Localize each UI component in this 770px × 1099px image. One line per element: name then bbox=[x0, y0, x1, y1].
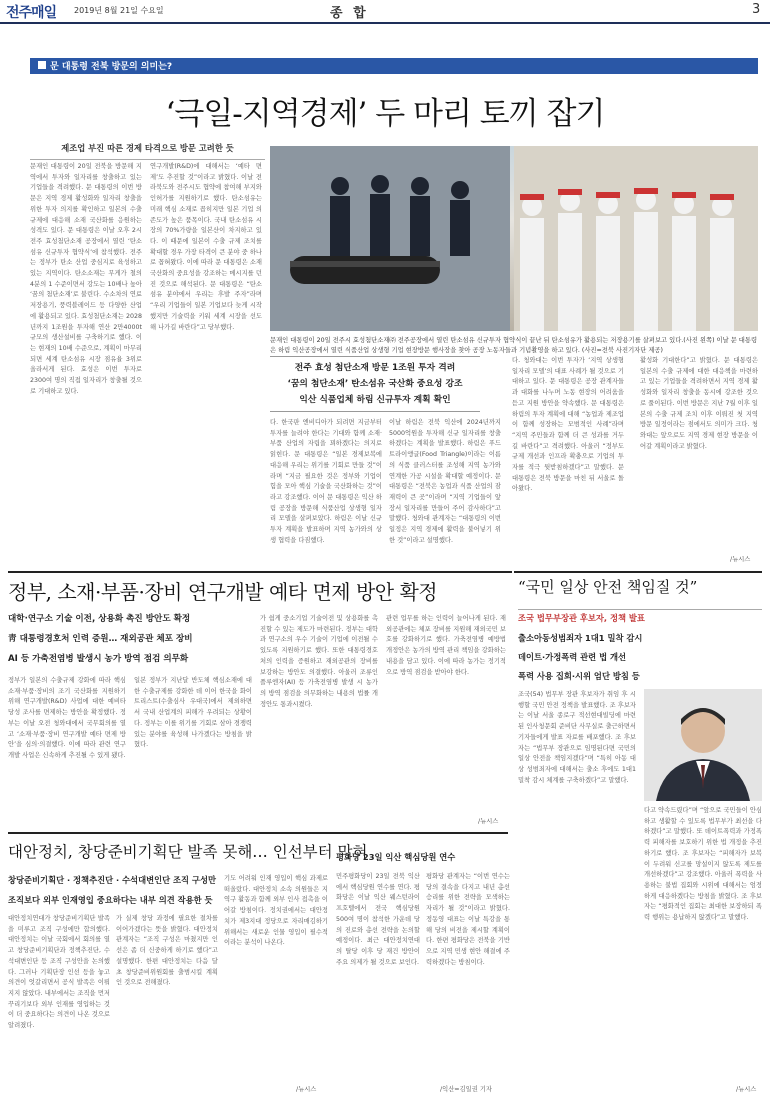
article5-col1: 민주평화당이 23일 전북 익산에서 핵심당원 연수를 연다. 평화당은 이날 익산 웨스턴라이프호텔에서 전국 핵심당원 500여 명이 참석한 가운데 당의 진로와 총선 전략을 논의할 예정이다. 최근 대안정치연대의 탈당 이후 당 재건 방안이 주요 의제가 될 것으로 보인다. bbox=[336, 873, 420, 966]
top-headline: ‘극일-지역경제’ 두 마리 토끼 잡기 bbox=[165, 96, 605, 132]
article4-subhead: 조직보다 외부 인재영입 중요하다는 내부 의견 작용한 듯 bbox=[8, 895, 213, 905]
top-body-col4: 이날 하림은 전북 익산에 2024년까지 5000억원을 투자해 신규 일자리를 창출하겠다는 계획을 발표했다. 하림은 푸드 트라이앵글(Food Triangle)이라는 이름의 식품 클러스터를 조성해 지역 농가와 연계한 가공 시설을 확대할 예정이다. 문 대통령은 “전북은 농업과 식품 산업의 잠재력이 큰 곳”이라며 “지역 기업들이 앞장서 일자리를 만들어 주어 감사하다”고 말했다. 청와대 관계자는 “대통령의 이번 일정은 지역 경제에 활력을 불어넣기 위한 것”이라고 설명했다. bbox=[389, 419, 501, 544]
top-body-col5: 다. 청와대는 이번 투자가 ‘지역 상생형 일자리 모델’의 대표 사례가 될 것으로 기대하고 있다. 문 대통령은 공장 관계자들과 대화를 나누며 노동 현장의 어려움을 듣고 지원 방안을 약속했다. 문 대통령은 하림의 투자 계획에 대해 “농업과 제조업이 함께 성장하는 모범적인 사례”라며 “지역 주민들과 함께 더 큰 성과를 거두길 바란다”고 격려했다. 아울러 “정부도 규제 개선과 인프라 확충으로 기업의 투자를 적극 뒷받침하겠다”고 말했다. 문 대통령은 전북 방문을 마친 뒤 서울로 돌아왔다. bbox=[512, 357, 624, 493]
article3-subhead: 폭력 사용 집회·시위 엄단 방침 등 bbox=[518, 671, 640, 681]
article2-col3: 가 쉽게 중소기업 기술이전 및 상용화를 촉진할 수 있는 제도가 마련된다. 정부는 대학과 연구소의 우수 기술이 기업에 이전될 수 있도록 지원하기로 했다. 또한 대통령경호처의 인력을 증원하고 재외공관의 장비를 보강하는 방안도 의결했다. 아울러 조류인플루엔자(AI) 등 가축전염병 발생 시 농가의 방역 점검을 의무화하는 내용의 법률 개정안도 통과시켰다. bbox=[260, 615, 378, 708]
top-body-col6: 활성화 기대한다”고 밝혔다. 문 대통령은 일본의 수출 규제에 대한 대응책을 마련하고 있는 기업들을 격려하면서 지역 경제 활성화와 일자리 창출을 동시에 강조한 것으로 풀이된다. 이번 방문은 지난 7월 이후 일본의 수출 규제 조치 이후 이뤄진 첫 지역 방문 일정이라는 점에서도 의미가 크다. 청와대는 앞으로도 지역 경제 현장 방문을 이어갈 계획이라고 밝혔다. bbox=[640, 357, 758, 450]
section-title: 종 합 bbox=[330, 6, 369, 21]
article4-col3: 기도 어려워 인재 영입이 핵심 과제로 떠올랐다. 대안정치 소속 의원들은 지역구 활동과 함께 외부 인사 접촉을 이어갈 방침이다. 정치권에서는 대안정치가 제3지대 정당으로 자리매김하기 위해서는 새로운 인물 영입이 필수적이라는 분석이 나온다. bbox=[224, 875, 328, 947]
newspaper-logo: 전주매일 bbox=[6, 5, 57, 21]
article2-headline: 정부, 소재·부품·장비 연구개발 예타 면제 방안 확정 bbox=[8, 580, 438, 604]
article3-col1: 조국(54) 법무부 장관 후보자가 취임 후 시행할 국민 안전 정책을 발표했다. 조 후보자는 이날 서울 종로구 적선현대빌딩에 마련된 인사청문회 준비단 사무실로 출근하면서 기자들에게 발표 자료를 배포했다. 조 후보자는 “법무부 장관으로 임명된다면 국민의 일상 안전을 책임지겠다”며 “특히 아동 대상 성범죄자에 대해서는 출소 후에도 1대1 밀착 감시 체계를 구축하겠다”고 말했다. bbox=[518, 691, 636, 784]
page-number: 3 bbox=[752, 2, 761, 17]
photo-scene-icon bbox=[270, 146, 758, 331]
article4-col2: 가 실제 창당 과정에 필요한 절차를 이어가겠다는 뜻을 밝혔다. 대안정치 관계자는 “조직 구성은 마쳤지만 인선은 좀 더 신중하게 하기로 했다”고 설명했다. 한편 대안정치는 다음 달 초 창당준비위원회를 출범시킬 계획인 것으로 전해졌다. bbox=[116, 915, 218, 987]
photo-credit: (사진=전북 사진기자단 제공) bbox=[581, 346, 663, 354]
article4-subhead: 창당준비기획단 · 정책추진단 · 수석대변인단 조직 구성만 bbox=[8, 875, 216, 885]
article3-headline: “국민 일상 안전 책임질 것” bbox=[518, 578, 698, 596]
article3-subhead-accent: 조국 법무부장관 후보자, 정책 발표 bbox=[518, 613, 645, 623]
top-subhead: 제조업 부진 따른 경제 타격으로 방문 고려한 듯 bbox=[30, 142, 265, 160]
article2-subhead: 대학·연구소 기술 이전, 상용화 촉진 방안도 확정 bbox=[8, 614, 191, 624]
article2-subhead: AI 등 가축전염병 발생시 농가 방역 점검 의무화 bbox=[8, 654, 189, 664]
article2-col2: 일본 정부가 지난달 반도체 핵심소재에 대한 수출규제를 강화한 데 이어 한국을 화이트리스트(수출심사 우대국)에서 제외하면서 국내 산업계의 피해가 우려되는 상황이다. 정부는 이를 위기를 기회로 삼아 경쟁력 있는 분야를 육성해 나가겠다는 방침을 밝혔다. bbox=[134, 677, 252, 749]
divider bbox=[8, 832, 508, 834]
dateline: 2019년 8월 21일 수요일 bbox=[74, 6, 164, 15]
article5-headline: 평화당 23일 익산 핵심당원 연수 bbox=[336, 852, 456, 862]
deck-line: 익산 식품업체 하림 신규투자 계획 확인 bbox=[299, 395, 451, 405]
divider bbox=[8, 571, 512, 573]
article2-subhead: 靑 대통령경호처 인력 증원… 재외공관 체포 장비 bbox=[8, 634, 193, 644]
byline: /뉴시스 bbox=[296, 1086, 317, 1093]
bullet-square-icon bbox=[38, 61, 46, 69]
deck-line: 전주 효성 첨단소재 방문 1조원 투자 격려 bbox=[294, 363, 456, 373]
divider bbox=[518, 609, 762, 610]
article4-col1: 대안정치연대가 창당준비기획단 발족을 미루고 조직 구성에만 합의했다. 대안정치는 이날 국회에서 회의를 열고 창당준비기획단과 정책추진단, 수석대변인단 등 조직 구성안을 논의했다. 그러나 기획단장 인선 등을 놓고 의견이 엇갈리면서 공식 발족은 이뤄지지 않았다. 내부에서는 조직을 먼저 꾸리기보다 외부 인재를 영입하는 것이 더 중요하다는 의견이 나온 것으로 알려졌다. bbox=[8, 915, 110, 1030]
article4-headline: 대안정치, 창당준비기획단 발족 못해… 인선부터 막혀 bbox=[8, 843, 368, 861]
byline: /익산=김일권 기자 bbox=[440, 1086, 492, 1093]
top-body-col1: 문재인 대통령이 20일 전북을 방문해 지역에서 투자와 일자리를 창출하고 있는 기업들을 격려했다. 문 대통령의 이번 방문은 지역 경제 활성화와 일자리 창출을 위한 투자 의지를 확인하고 일본의 수출 규제에 대응해 소재 국산화를 응원하는 성격도 있다. 문 대통령은 이날 오후 2시 전주 효성첨단소재 공장에서 열린 ‘탄소섬유 신규투자 협약식’에 참석했다. 전주는 정부가 탄소 산업 중심지로 육성하고 있는 지역이다. 탄소소재는 무게가 철의 4분의 1 수준이면서 강도는 10배나 높아 ‘꿈의 첨단소재’로 불린다. 수소차의 연료 저장용기, 풍력블레이드 등 다양한 산업에 활용되고 있다. 효성첨단소재는 2028년까지 1조원을 투자해 연산 2만4000t 규모의 생산설비를 구축하기로 했다. 이는 현재의 10배 수준으로, 계획이 마무리되면 세계 탄소섬유 시장 점유율 3위로 올라서게 된다. 효성은 이번 투자로 2300여 명의 직접 일자리가 창출될 것으로 기대하고 있다. bbox=[30, 163, 142, 395]
article2-col1: 정부가 일본의 수출규제 강화에 따라 핵심 소재·부품·장비의 조기 국산화를 지원하기 위해 연구개발(R&D) 사업에 대한 예비타당성 조사를 면제하는 방안을 확정했다. 정부는 이날 오전 청와대에서 국무회의를 열고 ‘소재·부품·장비 연구개발 예타 면제 방안’을 심의·의결했다. 이에 따라 관련 연구개발 사업은 신속하게 추진될 수 있게 됐다. bbox=[8, 677, 126, 759]
photo-caption bbox=[270, 336, 758, 355]
byline: /뉴시스 bbox=[730, 556, 751, 563]
article3-subhead: 출소아동성범죄자 1대1 밀착 감시 bbox=[518, 633, 643, 643]
portrait-photo bbox=[644, 689, 762, 801]
top-body-col2: 연구개발(R&D)에 대해서는 ‘예타 면제’도 추진할 것”이라고 밝혔다. 이날 전라북도와 전주시도 협약에 참여해 부지와 인허가를 지원하기로 했다. 탄소섬유는 미래 핵심 소재로 꼽히지만 일본 기업 의존도가 높은 품목이다. 국내 탄소섬유 시장의 70%가량을 일본산이 차지하고 있다. 이 때문에 일본이 수출 규제 조치를 확대할 경우 가장 타격이 큰 분야 중 하나로 꼽혀왔다. 이에 따라 문 대통령은 소재 국산화의 중요성을 강조하는 메시지를 던진 것으로 해석된다. 문 대통령은 “탄소섬유 분야에서 우리는 후발 주자”라며 “우리 기업들이 일본 기업보다 늦게 시작했지만 기술력을 키워 세계 시장을 선도해 나가길 바란다”고 당부했다. bbox=[150, 163, 262, 331]
deck-line: ‘꿈의 첨단소재’ 탄소섬유 국산화 중요성 강조 bbox=[287, 379, 463, 389]
top-body-col3: 다. 한국판 엔비디아가 되려면 지금부터 투자를 늘려야 한다는 기대와 함께 소재·부품 산업의 자립을 꾀하겠다는 의지로 읽힌다. 문 대통령은 “일본 경제보복에 대응해 우리는 위기를 기회로 만들 것”이라며 “지금 필요한 것은 정부와 기업이 힘을 모아 핵심 기술을 국산화하는 것”이라고 강조했다. 이어 문 대통령은 익산 하림 공장을 방문해 식품산업 상생형 일자리 모델을 살펴보았다. 하림은 이날 신규 투자 계획을 발표하며 지역 농가와의 상생 협력을 다짐했다. bbox=[270, 419, 382, 544]
byline: /뉴시스 bbox=[478, 818, 499, 825]
article3-col2: 다고 약속드렸다”며 “앞으로 국민들이 안심하고 생활할 수 있도록 법무부가 최선을 다하겠다”고 말했다. 또 데이트폭력과 가정폭력 피해자를 보호하기 위한 법 개정을 추진하기로 했다. 조 후보자는 “피해자가 보복이 두려워 신고를 망설이지 않도록 제도를 개선하겠다”고 강조했다. 아울러 폭력을 사용하는 불법 집회와 시위에 대해서는 엄정하게 대응하겠다는 방침을 밝혔다. 조 후보자는 “평화적인 집회는 최대한 보장하되 폭력 행위는 용납하지 않겠다”고 말했다. bbox=[644, 807, 762, 922]
top-deck bbox=[270, 356, 480, 412]
article2-col4: 관련 업무를 하는 인력이 늘어나게 된다. 재외공관에는 체포 장비를 지원해 재외국민 보호를 강화하기로 했다. 가축전염병 예방법 개정안은 농가의 방역 관리 책임을 강화하는 내용을 담고 있다. 이에 따라 농가는 정기적으로 방역 점검을 받아야 한다. bbox=[386, 615, 506, 676]
byline: /뉴시스 bbox=[736, 1086, 757, 1093]
news-photo bbox=[270, 146, 758, 331]
article5-col2: 평화당 관계자는 “이번 연수는 당의 결속을 다지고 내년 총선 승리를 위한 전략을 모색하는 자리가 될 것”이라고 밝혔다. 정동영 대표는 이날 특강을 통해 당의 비전을 제시할 계획이다. 한편 평화당은 전북을 기반으로 지역 민생 현안 해결에 주력하겠다는 방침이다. bbox=[426, 873, 510, 966]
photo-caption-text: 문재인 대통령이 20일 전주시 효성첨단소재㈜ 전주공장에서 열린 탄소섬유 신규투자 협약식이 끝난 뒤 탄소섬유가 활용되는 저장용기를 살펴보고 있다.(사진 왼쪽) 이날 문 대통령은 하림 익산공장에서 열린 식품산업 상생형 기업 현장방문 행사장을 찾아 공장 노동자들과 기념촬영을 하고 있다. bbox=[270, 337, 758, 354]
article3-subhead: 데이트·가정폭력 관련 법 개선 bbox=[518, 652, 626, 662]
question-banner-text: 문 대통령 전북 방문의 의미는? bbox=[50, 62, 173, 72]
divider bbox=[514, 571, 762, 573]
person-icon bbox=[644, 689, 762, 801]
